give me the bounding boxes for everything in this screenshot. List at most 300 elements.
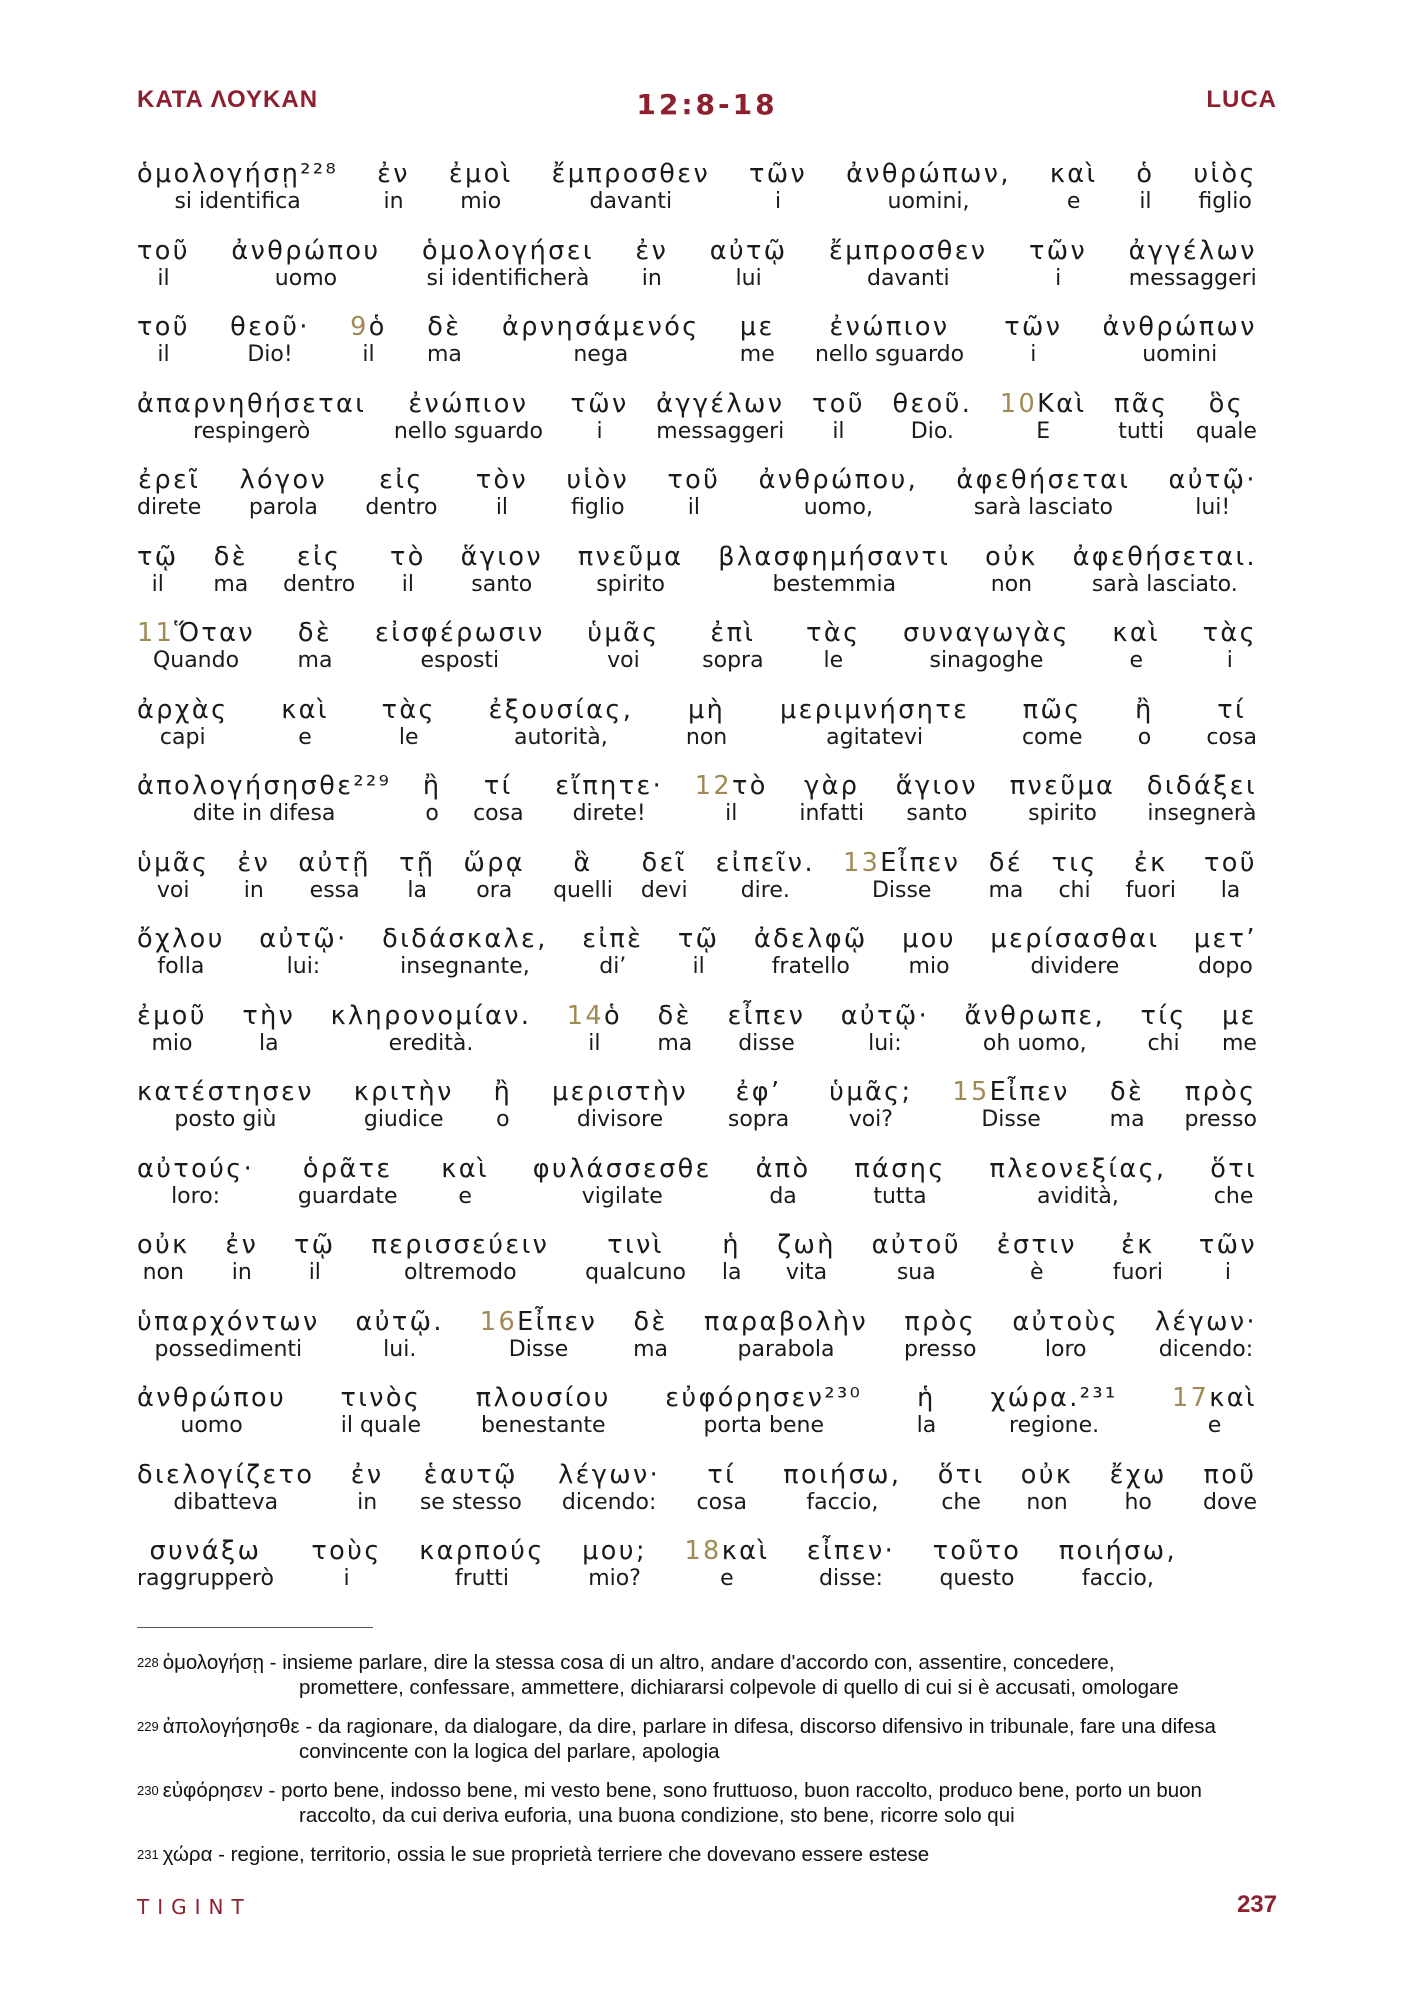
word-pair (756, 1153, 811, 1209)
word-pair (964, 1000, 1105, 1056)
word-pair (716, 847, 815, 903)
chapter-verse-range: 12:8-18 (636, 88, 778, 121)
word-pair (633, 1306, 668, 1362)
italian-gloss: mio (460, 189, 502, 214)
greek-word: αὐτῇ (298, 847, 371, 878)
greek-word: τινὸς (340, 1383, 422, 1413)
greek-word: ἐκ (1121, 1230, 1155, 1260)
verse-number: 15 (952, 1077, 990, 1107)
italian-gloss: cosa (696, 1489, 747, 1515)
greek-word: ἀπὸ (755, 1153, 811, 1184)
italian-gloss: se stesso (419, 1489, 522, 1515)
italian-gloss: il (308, 1260, 321, 1285)
italian-gloss: il quale (340, 1413, 422, 1438)
italian-gloss: quelli (553, 877, 613, 903)
italian-gloss: disse (738, 1030, 795, 1056)
greek-word: 15Εἶπεν (952, 1077, 1070, 1107)
italian-gloss: dentro (365, 495, 438, 520)
italian-gloss: bestemmia (772, 571, 897, 597)
word-pair (686, 694, 727, 750)
italian-gloss: la (259, 1030, 279, 1056)
footnote-text-continued: raccolto, da cui deriva euforia, una buona condizione, sto bene, ricorre solo qui (299, 1804, 1015, 1827)
greek-word: εὐφόρησεν²³⁰ (665, 1383, 863, 1413)
word-pair (476, 1382, 611, 1438)
italian-gloss: in (243, 877, 264, 903)
greek-word: εἶπεν· (806, 1536, 896, 1566)
greek-word: εἴπητε· (555, 771, 664, 801)
word-pair (917, 1382, 937, 1438)
word-pair (137, 235, 190, 291)
greek-word: υἱὸς (1193, 159, 1257, 189)
word-pair (441, 1153, 489, 1209)
italian-gloss: dividere (1030, 954, 1120, 979)
greek-word: τὰς (1202, 618, 1257, 648)
verse-number: 13 (843, 847, 881, 878)
italian-gloss: santo (906, 801, 968, 826)
greek-word: τοῦ (137, 312, 190, 342)
italian-gloss: autorità, (514, 724, 608, 750)
greek-word: ἢ (422, 771, 442, 801)
greek-word: ἀπολογήσησθε²²⁹ (137, 771, 392, 801)
word-pair (667, 464, 720, 520)
italian-gloss: oh uomo, (982, 1030, 1087, 1056)
word-pair (1010, 770, 1116, 826)
greek-word: ἢ (493, 1077, 513, 1107)
greek-word: δὲ (427, 312, 462, 342)
italian-gloss: sopra (727, 1107, 790, 1132)
word-pair (780, 694, 969, 750)
word-pair (1199, 1229, 1257, 1285)
italian-gloss: faccio, (1081, 1566, 1154, 1591)
italian-gloss: agitatevi (826, 724, 924, 750)
italian-gloss: ma (657, 1030, 693, 1056)
word-pair (371, 1229, 549, 1285)
greek-word: ἀνθρώπου (137, 1383, 287, 1413)
interlinear-line (137, 1229, 1277, 1306)
word-pair (502, 311, 700, 367)
greek-word: καρπούς (419, 1536, 545, 1566)
word-pair (1155, 1306, 1257, 1362)
word-pair (1113, 1229, 1163, 1285)
greek-word: τί (1217, 694, 1247, 725)
italian-gloss: come (1021, 724, 1083, 750)
word-pair (137, 694, 229, 750)
word-pair (754, 923, 868, 979)
word-pair (985, 541, 1038, 597)
footnote (137, 1842, 1297, 1867)
greek-word: καὶ (441, 1153, 489, 1184)
greek-word: οὐκ (137, 1230, 190, 1260)
word-pair (829, 235, 988, 291)
greek-word: τοῦ (1204, 847, 1257, 878)
greek-word: 18καὶ (684, 1536, 770, 1566)
word-pair (656, 388, 784, 444)
greek-word: ἡ (722, 1230, 741, 1260)
italian-gloss: e (1129, 648, 1144, 673)
interlinear-line (137, 158, 1277, 235)
italian-gloss: in (641, 265, 662, 291)
word-pair (137, 158, 338, 214)
greek-word: ἐν (350, 1459, 384, 1490)
italian-gloss: cosa (1206, 724, 1257, 750)
greek-word: τὸ (390, 541, 426, 572)
italian-gloss: regione. (1009, 1413, 1100, 1438)
greek-word: τῶν (1198, 1230, 1257, 1260)
footnote-number: 231 (137, 1847, 159, 1862)
word-pair (137, 617, 255, 673)
word-pair (759, 464, 919, 520)
greek-word: περισσεύειν (371, 1230, 550, 1260)
word-pair (1196, 388, 1257, 444)
greek-word: δέ (988, 847, 1023, 878)
word-pair (1222, 1000, 1257, 1056)
word-pair (420, 1459, 522, 1515)
greek-word: ἀφεθήσεται. (1072, 541, 1257, 572)
footer-brand: TIGINT (137, 1895, 252, 1919)
greek-word: ἐνώπιον (408, 388, 529, 419)
interlinear-text (137, 158, 1277, 1612)
italian-gloss: vita (785, 1260, 828, 1285)
italian-gloss: il (151, 571, 164, 597)
greek-word: τῶν (570, 388, 629, 419)
greek-word: καὶ (281, 694, 329, 725)
italian-gloss: vigilate (581, 1183, 663, 1209)
italian-gloss: faccio, (806, 1489, 879, 1515)
italian-gloss: posto giù (174, 1107, 277, 1132)
word-pair (990, 923, 1159, 979)
italian-gloss: i (1226, 648, 1233, 673)
greek-word: πᾶς (1114, 388, 1169, 419)
italian-gloss: da (769, 1183, 797, 1209)
word-pair (350, 311, 387, 367)
greek-word: ἐμοὶ (448, 159, 513, 189)
word-pair (740, 311, 775, 367)
word-pair (558, 1459, 660, 1515)
word-pair (1126, 847, 1176, 903)
word-pair (641, 847, 688, 903)
greek-word: εἰπεῖν. (715, 847, 815, 878)
italian-gloss: si identificherà (426, 265, 590, 291)
greek-word: εἰς (296, 541, 342, 572)
greek-word: τοῦ (811, 388, 865, 419)
greek-word: εἰσφέρωσιν (374, 618, 545, 648)
word-pair (933, 1535, 1022, 1591)
word-pair (354, 1076, 454, 1132)
italian-gloss: sinagoghe (929, 648, 1044, 673)
greek-word: κριτὴν (353, 1077, 454, 1107)
greek-word: πνεῦμα (577, 541, 684, 572)
greek-word: δὲ (657, 1000, 692, 1031)
greek-word: συναγωγὰς (902, 618, 1070, 648)
greek-word: μεριμνήσητε (779, 694, 970, 725)
greek-word: δὲ (1110, 1077, 1145, 1107)
italian-gloss: chi (1147, 1030, 1180, 1056)
verse-number: 17 (1172, 1383, 1210, 1413)
greek-word: τοὺς (311, 1536, 382, 1566)
footnotes (137, 1650, 1297, 1881)
greek-word: 17καὶ (1172, 1383, 1257, 1413)
italian-gloss: i (1030, 342, 1037, 367)
greek-word: πρὸς (904, 1306, 977, 1337)
greek-word: παραβολὴν (703, 1306, 869, 1337)
greek-word: ἅγιον (895, 771, 979, 801)
word-pair (137, 847, 209, 903)
italian-gloss: dibatteva (173, 1489, 279, 1515)
word-pair (783, 1459, 901, 1515)
italian-gloss: lui (735, 265, 762, 291)
word-pair (1136, 158, 1154, 214)
italian-gloss: presso (1184, 1107, 1257, 1132)
word-pair (137, 1000, 207, 1056)
greek-word: ἐπὶ (710, 618, 756, 648)
word-pair (137, 1229, 190, 1285)
italian-gloss: dicendo: (1158, 1336, 1254, 1362)
greek-word: δὲ (297, 618, 333, 648)
verse-number: 12 (694, 771, 733, 801)
word-pair (903, 617, 1070, 673)
word-pair (1059, 1535, 1177, 1591)
word-pair (390, 541, 426, 597)
word-pair (294, 1229, 336, 1285)
word-pair (988, 847, 1023, 903)
greek-word: πάσης (854, 1153, 946, 1184)
word-pair (1103, 311, 1257, 367)
greek-word: ἐν (225, 1230, 259, 1260)
italian-gloss: il (687, 495, 700, 520)
greek-word: ἑαυτῷ (423, 1459, 518, 1490)
italian-gloss: nello sguardo (814, 342, 965, 367)
greek-word: λόγον (239, 465, 328, 495)
greek-word: ἔμπροσθεν (829, 235, 988, 266)
word-pair (684, 1535, 769, 1591)
word-pair (377, 158, 410, 214)
word-pair (728, 1076, 789, 1132)
word-pair (137, 1306, 320, 1362)
verse-number: 11 (137, 618, 175, 648)
footnote (137, 1778, 1297, 1828)
italian-gloss: sarà lasciato (973, 495, 1113, 520)
greek-word: αὐτῷ· (259, 924, 348, 954)
word-pair (137, 388, 366, 444)
word-pair (566, 464, 629, 520)
italian-gloss: il (362, 342, 375, 367)
word-pair (341, 1382, 422, 1438)
greek-word: τοῦ (667, 465, 721, 495)
italian-gloss: uomo (180, 1413, 243, 1438)
greek-word: θεοῦ. (892, 388, 973, 419)
italian-gloss: direte! (572, 801, 646, 826)
interlinear-line (137, 1382, 1277, 1459)
italian-gloss: davanti (866, 265, 950, 291)
footnote-text: ἀπολογήσησθε - da ragionare, da dialogare, da dire, parlare in difesa, discorso difensivo in tribunale, fare una difesa (162, 1715, 1216, 1738)
greek-word: τί (483, 771, 513, 801)
word-pair (382, 923, 548, 979)
footnote-text-continued: promettere, confessare, ammettere, dichiararsi colpevole di quello di cui si è accusati, omologare (299, 1676, 1179, 1699)
italian-gloss: le (398, 724, 419, 750)
greek-word: μεριστὴν (552, 1077, 688, 1107)
italian-gloss: mio? (588, 1566, 641, 1591)
word-pair (231, 235, 380, 291)
greek-word: τῶν (1004, 312, 1063, 342)
greek-word: λέγων· (558, 1459, 661, 1490)
italian-gloss: porta bene (703, 1413, 824, 1438)
italian-gloss: e (298, 724, 312, 750)
italian-gloss: il (588, 1030, 601, 1056)
italian-gloss: voi? (848, 1107, 893, 1132)
greek-word: τῷ (294, 1230, 336, 1260)
italian-gloss: insegnante, (400, 954, 530, 979)
word-pair (938, 1459, 985, 1515)
greek-word: οὐκ (985, 541, 1038, 572)
italian-gloss: i (775, 189, 782, 214)
italian-gloss: in (383, 189, 404, 214)
word-pair (461, 541, 543, 597)
italian-gloss: la (721, 1260, 742, 1285)
word-pair (230, 311, 310, 367)
interlinear-line (137, 1459, 1277, 1536)
italian-gloss: la (1220, 877, 1241, 903)
italian-gloss: il (495, 495, 509, 520)
greek-word: ἀρχὰς (137, 694, 229, 725)
word-pair (552, 1076, 688, 1132)
italian-gloss: spirito (596, 571, 665, 597)
italian-gloss: questo (939, 1566, 1015, 1591)
greek-word: τὰς (806, 618, 861, 648)
greek-word: τῷ (677, 924, 720, 954)
italian-gloss: ma (213, 571, 249, 597)
greek-word: πρὸς (1184, 1077, 1257, 1107)
interlinear-line (137, 923, 1277, 1000)
italian-gloss: voi (156, 877, 190, 903)
word-pair (422, 235, 594, 291)
word-pair (585, 1229, 686, 1285)
interlinear-line (137, 388, 1277, 465)
italian-gloss: o (425, 801, 439, 826)
footnote-text-continued: convincente con la logica del parlare, apologia (299, 1740, 720, 1763)
greek-word: ἢ (1135, 694, 1154, 725)
greek-word: ὁμολογήσει (421, 235, 594, 266)
greek-word: 11Ὅταν (137, 618, 255, 648)
footnote (137, 1650, 1297, 1700)
word-pair (1110, 1076, 1145, 1132)
italian-gloss: e (1066, 189, 1081, 214)
word-pair (423, 770, 442, 826)
greek-word: ἀφεθήσεται (956, 465, 1131, 495)
word-pair (1051, 847, 1097, 903)
italian-gloss: respingerò (193, 418, 311, 444)
italian-gloss: mio (151, 1030, 193, 1056)
italian-gloss: ma (988, 877, 1024, 903)
italian-gloss: Disse (508, 1336, 569, 1362)
word-pair (225, 1229, 258, 1285)
italian-gloss: nega (573, 342, 629, 367)
word-pair (237, 847, 270, 903)
greek-word: αὐτῷ (709, 235, 788, 266)
word-pair (997, 1229, 1077, 1285)
greek-word: ὃς (1208, 388, 1245, 419)
word-pair (281, 694, 329, 750)
greek-word: δὲ (633, 1306, 668, 1337)
greek-word: αὐτοὺς (1012, 1306, 1119, 1337)
greek-word: μὴ (687, 694, 726, 725)
italian-gloss: che (941, 1489, 981, 1515)
italian-gloss: fuori (1112, 1260, 1164, 1285)
greek-word: τί (707, 1459, 737, 1490)
greek-word: ἀρνησάμενός (502, 312, 700, 342)
italian-gloss: spirito (1028, 801, 1097, 826)
italian-gloss: i (1224, 1260, 1231, 1285)
greek-word: ἅγιον (460, 541, 543, 572)
greek-word: οὐκ (1020, 1459, 1074, 1490)
word-pair (807, 1535, 895, 1591)
italian-gloss: i (343, 1566, 350, 1591)
greek-word: ἐνώπιον (829, 312, 950, 342)
italian-gloss: ho (1124, 1489, 1152, 1515)
italian-gloss: il (832, 418, 845, 444)
greek-word: τινὶ (607, 1230, 664, 1260)
word-pair (137, 464, 201, 520)
interlinear-line (137, 1000, 1277, 1077)
italian-gloss: sarà lasciato. (1091, 571, 1238, 597)
footnote-number: 228 (137, 1655, 159, 1670)
greek-word: ἐξουσίας, (488, 694, 634, 725)
word-pair (1147, 770, 1257, 826)
word-pair (1022, 694, 1083, 750)
italian-gloss: esposti (420, 648, 500, 673)
greek-word: τὴν (242, 1000, 296, 1031)
word-pair (896, 770, 978, 826)
italian-gloss: loro: (171, 1183, 221, 1209)
greek-word: αὐτῷ· (1168, 465, 1257, 495)
word-pair (365, 464, 437, 520)
greek-word: συνάξω (149, 1536, 262, 1566)
italian-gloss: lui: (286, 954, 321, 979)
italian-gloss: di’ (599, 954, 627, 979)
greek-word: μετ’ (1193, 924, 1257, 954)
word-pair (137, 1153, 254, 1209)
word-pair (1203, 1459, 1257, 1515)
italian-gloss: loro (1044, 1336, 1087, 1362)
word-pair (382, 694, 436, 750)
italian-gloss: divisore (576, 1107, 664, 1132)
word-pair (1193, 158, 1257, 214)
greek-word: πλεονεξίας, (989, 1153, 1167, 1184)
word-pair (1206, 694, 1257, 750)
word-pair (1021, 1459, 1074, 1515)
greek-word: υἱὸν (566, 465, 630, 495)
greek-word: λέγων· (1154, 1306, 1257, 1337)
word-pair (137, 1535, 274, 1591)
word-pair (311, 1535, 381, 1591)
word-pair (1184, 1076, 1256, 1132)
italian-gloss: insegnerà (1147, 801, 1257, 826)
italian-gloss: o (1137, 724, 1152, 750)
word-pair (489, 694, 634, 750)
greek-word: ἐμοῦ (137, 1000, 207, 1031)
greek-word: 14ὁ (566, 1000, 622, 1031)
greek-word: τὰς (381, 694, 436, 725)
italian-gloss: e (458, 1183, 472, 1209)
italian-gloss: o (496, 1107, 510, 1132)
italian-gloss: uomini (1142, 342, 1218, 367)
greek-word: ζωὴ (777, 1230, 836, 1260)
greek-word: δεῖ (641, 847, 687, 878)
greek-word: θεοῦ· (230, 312, 310, 342)
word-pair (952, 1076, 1069, 1132)
italian-gloss: dicendo: (561, 1489, 657, 1515)
word-pair (1114, 388, 1168, 444)
italian-gloss: uomo, (803, 495, 874, 520)
